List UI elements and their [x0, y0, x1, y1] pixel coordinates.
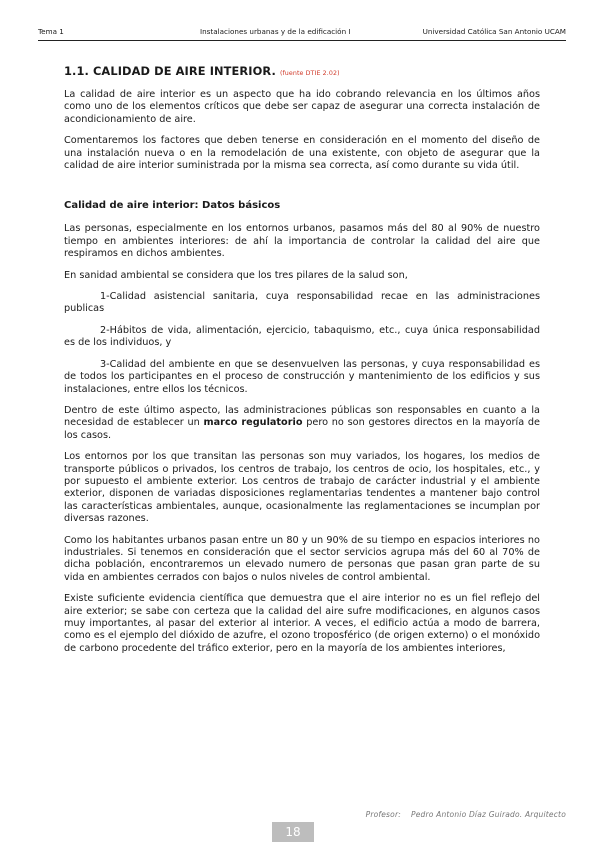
pillar-item-3: 3-Calidad del ambiente en que se desenvuelven las personas, y cuya responsabilidad es de todos los participantes en el proceso de construcción y mantenimiento de los edificios y sus instalaciones, entre ellos los técnicos.	[64, 358, 540, 395]
pillar-item-2: 2-Hábitos de vida, alimentación, ejercicio, tabaquismo, etc., cuya única responsabilidad es de los individuos, y	[64, 324, 540, 349]
page-number: 18	[272, 822, 314, 842]
page-body	[64, 64, 540, 664]
paragraph-time-indoors: Las personas, especialmente en los entornos urbanos, pasamos más del 80 al 90% de nuestro tiempo en ambientes interiores: de ahí la importancia de controlar la calidad del aire que respiramos en dichos ambientes.	[64, 223, 540, 260]
intro-paragraph-1: La calidad de aire interior es un aspecto que ha ido cobrando relevancia en los últimos años como uno de los elementos críticos que debe ser capaz de asegurar una correcta instalación de acondicionamiento de aire.	[64, 89, 540, 125]
header-university: Universidad Católica San Antonio UCAM	[422, 27, 566, 36]
section-source: (fuente DTIE 2.02)	[279, 70, 340, 77]
paragraph-environments: Los entornos por los que transitan las personas son muy variados, los hogares, los medios de transporte públicos o privados, los centros de trabajo, los centros de ocio, los hospitales, etc., y por supuesto el ambiente exterior. Los centros de trabajo de carácter industrial y el ambiente exterior, disponen de variadas disposiciones reglamentarias tendentes a mantener bajo control las características ambientales, aunque, ocasionalmente las reglamentaciones se incumplan por diversas razones.	[64, 451, 540, 525]
regulatory-bold-term: marco regulatorio	[203, 417, 303, 429]
paragraph-scientific-evidence: Existe suficiente evidencia científica que demuestra que el aire interior no es un fiel reflejo del aire exterior; se sabe con certeza que la calidad del aire sufre modificaciones, en algunos casos muy importantes, al pasar del exterior al interior. A veces, el edificio actúa a modo de barrera, como es el ejemplo del dióxido de azufre, el ozono troposférico (de origen externo) o el monóxido de carbono procedente del tráfico exterior, pero en la mayoría de los ambientes interiores,	[64, 593, 540, 654]
subsection-title: Calidad de aire interior: Datos básicos	[64, 200, 281, 212]
paragraph-regulatory	[64, 405, 540, 442]
header-course: Instalaciones urbanas y de la edificación I	[200, 27, 351, 36]
regulatory-text-start: Dentro de este último aspecto, las administraciones públicas son responsables en cuanto a la necesidad de establecer un	[64, 404, 540, 429]
paragraph-health-pillars-intro: En sanidad ambiental se considera que los tres pilares de la salud son,	[64, 269, 408, 281]
footer-label: Profesor:	[365, 810, 401, 819]
intro-paragraph-2: Comentaremos los factores que deben tenerse en consideración en el momento del diseño de una instalación nueva o en la remodelación de una existente, con objeto de asegurar que la calidad de aire interior suministrada por la misma sea correcta, así como durante su vida útil.	[64, 135, 540, 172]
paragraph-urban-inhabitants: Como los habitantes urbanos pasan entre un 80 y un 90% de su tiempo en espacios interiores no industriales. Si tenemos en consideración que el sector servicios agrupa más del 60 al 70% de dicha población, encontraremos un elevado numero de personas que pasan gran parte de su vida en ambientes cerrados con bajos o nulos niveles de control ambiental.	[64, 534, 540, 583]
page-header	[38, 26, 566, 41]
section-heading	[64, 64, 540, 78]
pillar-item-1: 1-Calidad asistencial sanitaria, cuya responsabilidad recae en las administraciones publicas	[64, 291, 540, 315]
footer-author: Pedro Antonio Díaz Guirado. Arquitecto	[410, 810, 566, 819]
regulatory-text-end: pero no son gestores directos en la mayoría de los casos.	[64, 417, 540, 441]
header-topic: Tema 1	[38, 27, 64, 36]
section-title: 1.1. CALIDAD DE AIRE INTERIOR.	[64, 64, 276, 78]
page-footer	[366, 810, 566, 819]
